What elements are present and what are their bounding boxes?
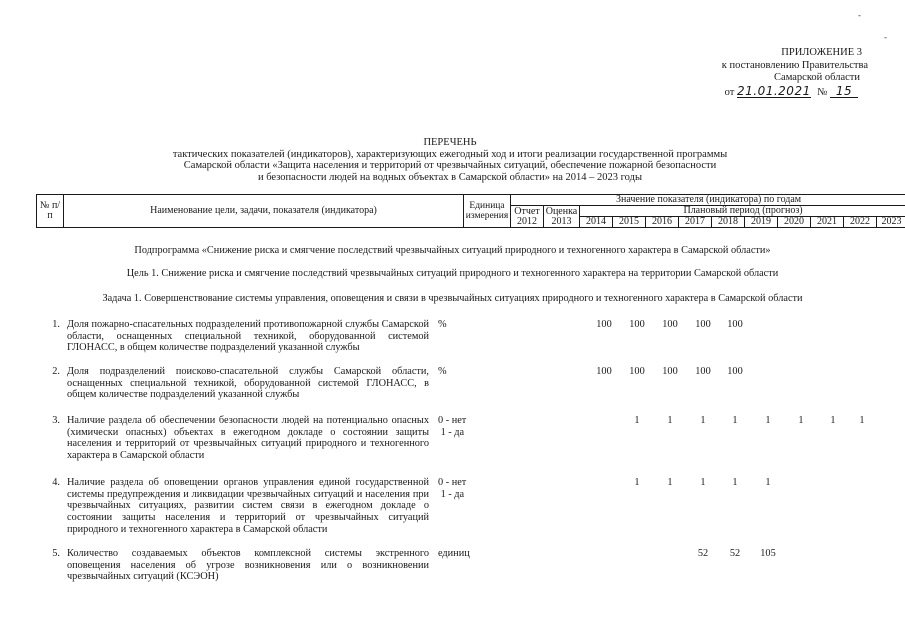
appendix-title: ПРИЛОЖЕНИЕ 3 xyxy=(781,47,862,58)
indicator-unit: % xyxy=(438,366,447,377)
decree-number: 15 xyxy=(830,85,858,99)
row-number: 4. xyxy=(52,477,60,488)
year-header: 2012 xyxy=(517,215,537,227)
indicator-value: 1 xyxy=(667,415,673,426)
document-heading xyxy=(120,137,780,184)
from-label: от xyxy=(724,86,735,98)
values-title: Значение показателя (индикатора) по годам xyxy=(511,195,905,206)
appendix-date-line xyxy=(668,85,868,100)
heading-line-1: тактических показателей (индикаторов), характеризующих ежегодный ход и итоги реализации государственной программы xyxy=(172,148,728,160)
year-header: 2023 xyxy=(877,217,905,228)
row-number: 3. xyxy=(52,415,60,426)
indicator-value: 100 xyxy=(695,366,711,377)
row-number: 2. xyxy=(52,366,60,377)
indicator-value: 1 xyxy=(700,415,706,426)
indicator-unit: 0 - нет 1 - да xyxy=(438,415,467,438)
indicator-value: 1 xyxy=(667,477,673,488)
task-heading: Задача 1. Совершенствование системы управления, оповещения и связи в чрезвычайных ситуациях природного и техногенного характера в Самарской области xyxy=(102,293,803,304)
col-num-header: № п/п xyxy=(37,195,64,228)
indicator-name: Количество создаваемых объектов комплексной системы экстренного оповещения населения об угрозе возникновения или о возникновении чрезвычайных ситуаций (КСЭОН) xyxy=(67,548,429,583)
year-header: 2013 xyxy=(551,215,572,227)
year-header: 2022 xyxy=(844,217,877,228)
indicator-value: 52 xyxy=(729,548,741,559)
heading-title: ПЕРЕЧЕНЬ xyxy=(423,137,477,148)
indicator-value: 100 xyxy=(662,366,678,377)
indicator-name: Доля пожарно-спасательных подразделений противопожарной службы Самарской области, оснащенных специальной техникой, оборудованной системой ГЛОНАСС, в общем количестве подразделений указанной службы xyxy=(67,319,429,354)
indicator-value: 1 xyxy=(765,415,771,426)
indicator-value: 1 xyxy=(830,415,836,426)
indicator-unit: 0 - нет 1 - да xyxy=(438,477,467,500)
col-unit-header: Единица измерения xyxy=(464,195,511,228)
year-header: 2020 xyxy=(778,217,811,228)
indicator-value: 100 xyxy=(629,366,645,377)
appendix-line-1: к постановлению Правительства xyxy=(721,59,868,71)
indicator-value: 100 xyxy=(629,319,645,330)
indicator-value: 100 xyxy=(596,319,612,330)
year-header: 2021 xyxy=(811,217,844,228)
indicator-value: 1 xyxy=(732,415,738,426)
indicator-value: 100 xyxy=(727,366,743,377)
indicator-value: 1 xyxy=(732,477,738,488)
indicator-value: 1 xyxy=(634,415,640,426)
indicator-unit: единиц xyxy=(438,548,470,559)
indicator-value: 1 xyxy=(700,477,706,488)
indicator-value: 105 xyxy=(760,548,776,559)
indicator-value: 1 xyxy=(634,477,640,488)
indicator-value: 100 xyxy=(727,319,743,330)
indicator-name: Наличие раздела об обеспечении безопасности людей на потенциально опасных (химически опасных) объектах в ежегодном докладе о состоянии защиты населения и территорий от чрезвычайных ситуаций природного и техногенного характера в Самарской области xyxy=(67,415,429,462)
indicator-value: 1 xyxy=(765,477,771,488)
row-number: 1. xyxy=(52,319,60,330)
report-header xyxy=(511,206,544,228)
appendix-line-2: Самарской области xyxy=(774,72,860,83)
indicators-table-header xyxy=(36,194,905,228)
indicator-value: 100 xyxy=(695,319,711,330)
decree-date: 21.01.2021 xyxy=(737,83,811,98)
indicator-value: 100 xyxy=(596,366,612,377)
row-number: 5. xyxy=(52,548,60,559)
estimate-header xyxy=(544,206,580,228)
year-header: 2014 xyxy=(580,217,613,228)
subprogram-heading: Подпрограмма «Снижение риска и смягчение последствий чрезвычайных ситуаций природного и техногенного характера в Самарской области» xyxy=(134,245,771,256)
indicator-name: Наличие раздела об оповещении органов управления единой государственной системы предупреждения и ликвидации чрезвычайных ситуаций и населения при чрезвычайных ситуациях, развитии систем связи в ежегодном докладе о состоянии защиты населения и территорий от чрезвычайных ситуаций природного и техногенного характера в Самарской области xyxy=(67,477,429,535)
number-label: № xyxy=(817,86,828,98)
heading-line-2: Самарской области «Защита населения и территорий от чрезвычайных ситуаций, обеспечение пожарной безопасности xyxy=(183,160,717,172)
year-header: 2019 xyxy=(745,217,778,228)
col-name-header: Наименование цели, задачи, показателя (индикатора) xyxy=(64,195,464,228)
estimate-label: Оценка xyxy=(545,205,578,217)
scan-mark: - xyxy=(884,32,887,42)
indicator-value: 100 xyxy=(662,319,678,330)
year-header: 2016 xyxy=(646,217,679,228)
indicator-value: 52 xyxy=(697,548,709,559)
year-header: 2017 xyxy=(679,217,712,228)
year-header: 2015 xyxy=(613,217,646,228)
heading-line-3: и безопасности людей на водных объектах в Самарской области» на 2014 – 2023 годы xyxy=(257,172,643,184)
indicator-unit: % xyxy=(438,319,447,330)
appendix-block xyxy=(668,47,868,99)
report-label: Отчет xyxy=(514,205,540,217)
plan-header: Плановый период (прогноз) xyxy=(580,206,905,217)
goal-heading: Цель 1. Снижение риска и смягчение последствий чрезвычайных ситуаций природного и техногенного характера на территории Самарской области xyxy=(126,268,779,279)
indicator-value: 1 xyxy=(798,415,804,426)
indicator-name: Доля подразделений поисково-спасательной службы Самарской области, оснащенных специальной техникой, оборудованной системой ГЛОНАСС, в общем количестве подразделений указанной службы xyxy=(67,366,429,401)
scan-mark: - xyxy=(858,10,861,20)
indicator-value: 1 xyxy=(859,415,865,426)
year-header: 2018 xyxy=(712,217,745,228)
